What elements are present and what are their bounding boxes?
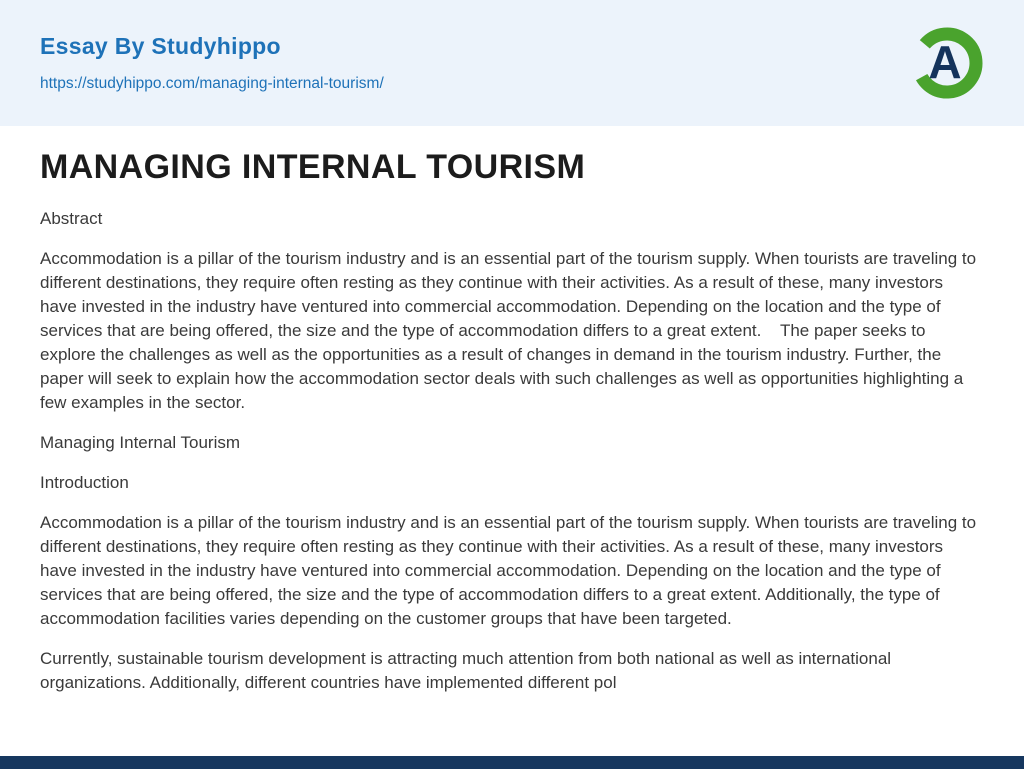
studyhippo-logo-icon xyxy=(909,25,985,101)
body-paragraph-truncated: Currently, sustainable tourism development is attracting much attention from both national as well as international organizations. Additionally, different countries have implemented different pol xyxy=(40,649,892,692)
page-url-link[interactable]: https://studyhippo.com/managing-internal-tourism/ xyxy=(40,75,384,92)
document-content xyxy=(0,126,1024,756)
logo-letter: A xyxy=(928,36,962,88)
section-heading-managing-internal-tourism: Managing Internal Tourism xyxy=(40,433,241,452)
document-title: MANAGING INTERNAL TOURISM xyxy=(40,148,586,186)
page-header xyxy=(0,0,1024,126)
site-title-link[interactable]: Essay By Studyhippo xyxy=(40,33,281,59)
abstract-paragraph: Accommodation is a pillar of the tourism industry and is an essential part of the tourism supply. When tourists are traveling to different destinations, they require often resting as they continue with their activities. As a result of these, many investors have invested in the industry have ventured into commercial accommodation. Depending on the location and the type of services that are being offered, the size and the type of accommodation differs to a great extent. The paper seeks to explore the challenges as well as the opportunities as a result of changes in demand in the tourism industry. Further, the paper will seek to explain how the accommodation sector deals with such challenges as well as opportunities highlighting a few examples in the sector. xyxy=(40,249,977,412)
header-text-block xyxy=(40,33,384,93)
introduction-paragraph: Accommodation is a pillar of the tourism industry and is an essential part of the tourism supply. When tourists are traveling to different destinations, they require often resting as they continue with their activities. As a result of these, many investors have invested in the industry have ventured into commercial accommodation. Depending on the location and the type of services that are being offered, the size and the type of accommodation differs to a great extent. Additionally, the type of accommodation facilities varies depending on the customer groups that have been targeted. xyxy=(40,513,977,628)
section-heading-introduction: Introduction xyxy=(40,473,129,492)
abstract-heading: Abstract xyxy=(40,209,103,228)
footer-bar xyxy=(0,756,1024,769)
studyhippo-logo xyxy=(909,25,985,101)
